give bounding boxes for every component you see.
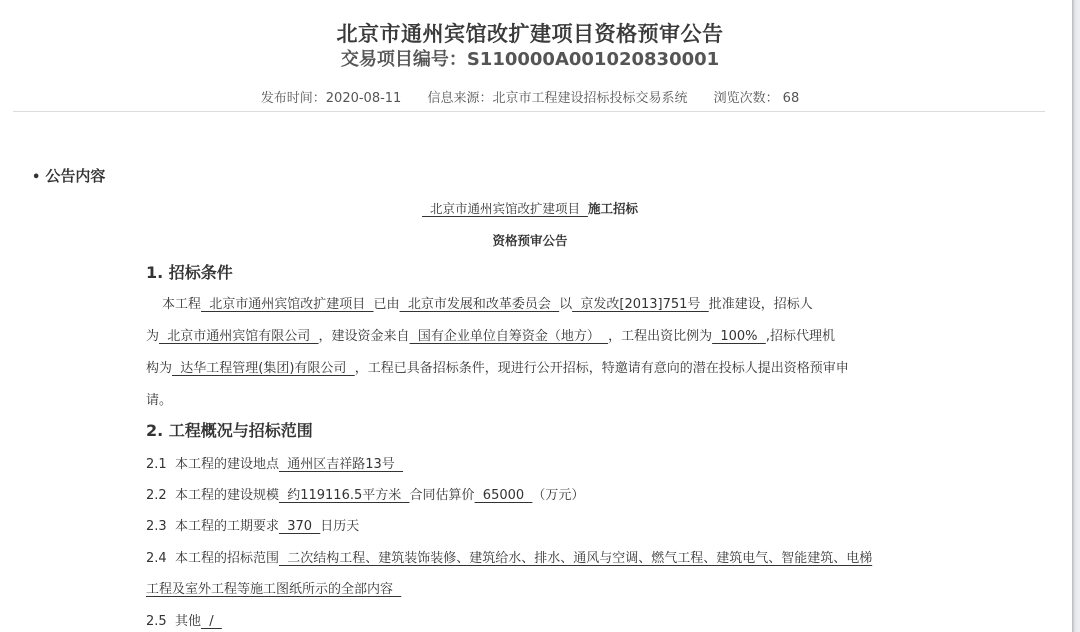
view-count-label: 浏览次数：: [713, 91, 779, 106]
agent-field: 达华工程管理(集团)有限公司: [172, 361, 355, 376]
text: ，工程出资比例为: [608, 329, 713, 344]
doc-heading-project: 北京市通州宾馆改扩建项目: [422, 201, 588, 216]
doc-heading: [0, 199, 1060, 217]
scope-field-continued: 工程及室外工程等施工图纸所示的全部内容: [146, 582, 402, 597]
scale-field: 约119116.5平方米: [278, 488, 410, 503]
text: ，工程已具备招标条件，现进行公开招标，特邀请有意向的潜在投标人提出资格预审申: [354, 361, 849, 376]
publish-time-label: 发布时间：: [260, 91, 326, 106]
s1-paragraph-line-2: [146, 325, 835, 344]
funding-ratio-field: 100%: [712, 329, 766, 344]
text: （万元）: [532, 488, 585, 503]
item-2-3: [146, 515, 359, 534]
publish-time-value: 2020-08-11: [325, 91, 402, 106]
estimated-price-field: 65000: [474, 488, 533, 503]
s1-paragraph-line-4: 请。: [146, 393, 173, 408]
item-label: 2.4 本工程的招标范围: [146, 551, 279, 566]
section-announcement-content: [32, 165, 105, 186]
item-2-2: [146, 484, 584, 503]
approver-field: 北京市发展和改革委员会: [399, 297, 560, 312]
item-2-5: [146, 610, 222, 629]
text: ，建设资金来自: [318, 329, 410, 344]
scope-field: 二次结构工程、建筑装饰装修、建筑给水、排水、通风与空调、燃气工程、建筑电气、智能建筑、电梯: [278, 551, 873, 566]
doc-subheading: 资格预审公告: [492, 233, 568, 248]
item-label: 2.2 本工程的建设规模: [146, 488, 279, 503]
item-label: 2.3 本工程的工期要求: [146, 519, 279, 534]
text: 已由: [373, 297, 400, 312]
approval-doc-number-field: 京发改[2013]751号: [572, 297, 709, 312]
view-count-value: 68: [782, 91, 800, 106]
project-name-field: 北京市通州宾馆改扩建项目: [201, 297, 374, 312]
text: 以: [559, 297, 573, 312]
meta-info: [0, 87, 1060, 106]
s1-paragraph-line-1: [162, 293, 813, 312]
tenderee-field: 北京市通州宾馆有限公司: [159, 329, 319, 344]
info-source: [427, 91, 687, 106]
scrollbar[interactable]: [1072, 0, 1080, 632]
fund-source-field: 国有企业单位自筹资金（地方）: [409, 329, 609, 344]
text: 日历天: [320, 519, 360, 534]
section-label-text: 公告内容: [45, 167, 106, 185]
publish-time: [261, 91, 402, 106]
other-field: /: [200, 614, 222, 629]
text: 合同估算价: [409, 488, 475, 503]
item-label: 2.1 本工程的建设地点: [146, 457, 279, 472]
section-2-title: 2. 工程概况与招标范围: [146, 421, 313, 440]
info-source-value: 北京市工程建设招标投标交易系统: [492, 91, 688, 106]
s1-paragraph-line-3: [146, 357, 849, 376]
text: 本工程: [162, 297, 202, 312]
info-source-label: 信息来源：: [427, 91, 493, 106]
text: 批准建设，招标人: [708, 297, 813, 312]
bullet-icon: •: [32, 170, 41, 185]
item-2-4-continued: [146, 578, 401, 597]
duration-field: 370: [278, 519, 321, 534]
text: 为: [146, 329, 160, 344]
item-2-1: [146, 453, 403, 472]
page-title: 北京市通州宾馆改扩建项目资格预审公告: [336, 22, 724, 46]
text: ,招标代理机: [765, 329, 835, 344]
section-1-title: 1. 招标条件: [146, 263, 233, 282]
location-field: 通州区吉祥路13号: [278, 457, 404, 472]
item-2-4: [146, 547, 872, 566]
doc-heading-suffix: 施工招标: [587, 201, 638, 216]
header-divider: [13, 111, 1045, 112]
view-count: [714, 91, 800, 106]
item-label: 2.5 其他: [146, 614, 201, 629]
project-number: 交易项目编号：S110000A001020830001: [340, 49, 720, 70]
text: 构为: [146, 361, 173, 376]
